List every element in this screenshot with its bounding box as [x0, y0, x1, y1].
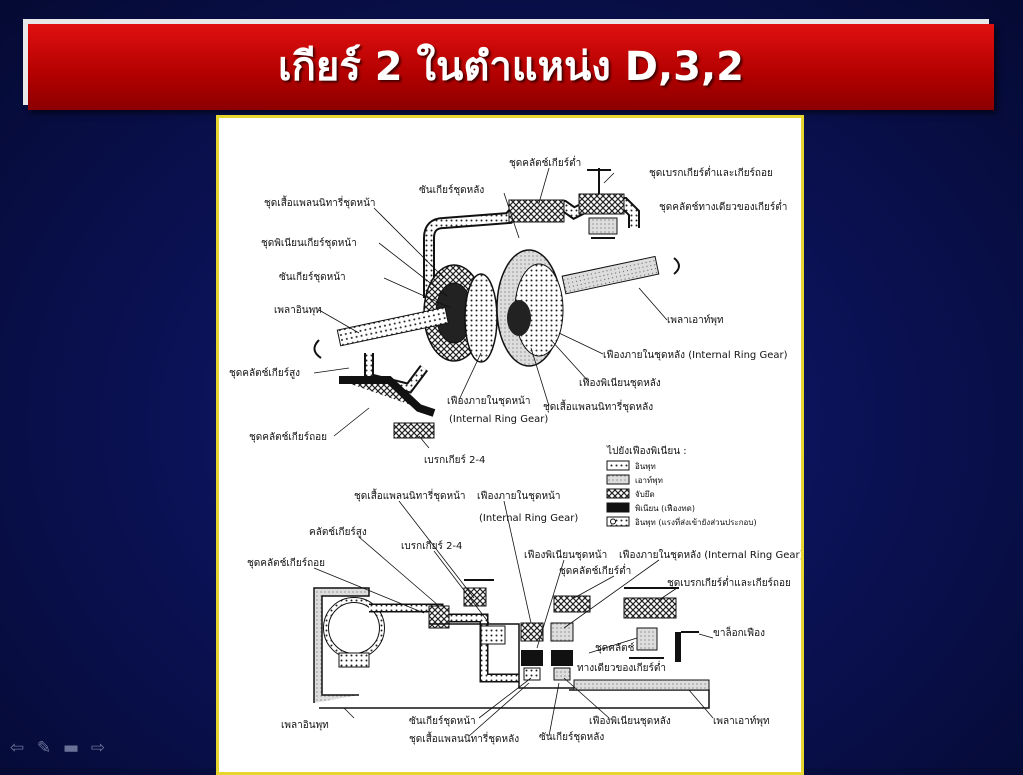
- legend: [606, 445, 757, 527]
- legend-swatch-held: [607, 489, 629, 498]
- label-bot-rear-pinion: เฟืองพิเนียนชุดหลัง: [589, 716, 671, 727]
- label-top-output-shaft: เพลาเอาท์พุท: [667, 315, 724, 326]
- label-top-high-clutch: ชุดคลัตช์เกียร์สูง: [229, 368, 301, 379]
- label-top-front-sun-gear: ซันเกียร์ชุดหน้า: [279, 272, 346, 283]
- label-top-low-reverse-brake: ชุดเบรกเกียร์ต่ำและเกียร์ถอย: [649, 168, 773, 179]
- slide-nav: [8, 738, 107, 758]
- label-top-rear-sun-gear: ซันเกียร์ชุดหลัง: [419, 185, 485, 196]
- legend-item-held: จับยึด: [635, 490, 655, 499]
- legend-item-input-force: อินพุท (แรงที่ส่งเข้ายังส่วนประกอบ): [635, 518, 757, 527]
- label-bot-rear-sun-gear: ซันเกียร์ชุดหลัง: [539, 732, 605, 743]
- slide-title: เกียร์ 2 ในตำแหน่ง D,3,2: [277, 44, 744, 90]
- label-top-low-clutch: ชุดคลัตช์เกียร์ต่ำ: [509, 158, 582, 169]
- label-bot-parking-pawl: ขาล็อกเฟือง: [713, 628, 766, 639]
- label-bot-reverse-clutch: ชุดคลัตช์เกียร์ถอย: [247, 558, 326, 569]
- legend-swatch-pinion: [607, 503, 629, 512]
- legend-item-input: อินพุท: [635, 462, 656, 471]
- label-top-low-oneway-clutch: ชุดคลัตช์ทางเดียวของเกียร์ต่ำ: [659, 202, 788, 213]
- label-top-front-planet-carrier: ชุดเสื้อแพลนนิทารี่ชุดหน้า: [264, 198, 376, 209]
- label-top-reverse-clutch: ชุดคลัตช์เกียร์ถอย: [249, 432, 328, 443]
- prev-slide-button[interactable]: ⇦: [9, 738, 25, 758]
- menu-button[interactable]: ▬: [62, 738, 80, 758]
- label-bot-brake-24: เบรกเกียร์ 2-4: [401, 541, 463, 552]
- label-bot-front-planet-carrier: ชุดเสื้อแพลนนิทารี่ชุดหน้า: [354, 491, 466, 502]
- label-top-front-internal-gear: เฟืองภายในชุดหน้า: [447, 396, 531, 407]
- label-bot-input-shaft: เพลาอินพุท: [281, 720, 329, 731]
- legend-heading: ไปยังเฟืองพิเนียน :: [607, 446, 687, 457]
- label-top-front-internal-gear-en: (Internal Ring Gear): [449, 414, 549, 425]
- label-bot-low-reverse-brake: ชุดเบรกเกียร์ต่ำและเกียร์ถอย: [667, 578, 791, 589]
- label-top-brake-24: เบรกเกียร์ 2-4: [424, 455, 486, 466]
- bottom-schematic: [314, 580, 709, 708]
- label-top-rear-planet-carrier: ชุดเสื้อแพลนนิทารี่ชุดหลัง: [543, 402, 654, 413]
- label-bot-front-pinion: เฟืองพิเนียนชุดหน้า: [524, 550, 608, 561]
- legend-item-output: เอาท์พุท: [635, 476, 663, 485]
- label-bot-output-shaft: เพลาเอาท์พุท: [713, 716, 770, 727]
- legend-item-pinion: พิเนียน (เฟืองทด): [635, 504, 695, 513]
- label-bot-rear-planet-carrier: ชุดเสื้อแพลนนิทารี่ชุดหลัง: [409, 734, 520, 745]
- label-top-rear-pinion: เฟืองพิเนียนชุดหลัง: [579, 378, 661, 389]
- label-bot-front-internal-gear-en: (Internal Ring Gear): [479, 513, 579, 524]
- title-banner: [28, 24, 994, 110]
- label-bot-oneway-clutch-1: ชุดคลัตช์: [595, 643, 635, 654]
- label-bot-rear-internal-gear: เฟืองภายในชุดหลัง (Internal Ring Gear): [619, 550, 804, 561]
- label-top-rear-internal-gear: เฟืองภายในชุดหลัง (Internal Ring Gear): [603, 350, 788, 361]
- legend-swatch-input: [607, 461, 629, 470]
- label-bot-front-sun-gear: ซันเกียร์ชุดหน้า: [409, 716, 476, 727]
- transmission-diagram-figure: [216, 115, 804, 775]
- label-bot-low-clutch: ชุดคลัตช์เกียร์ต่ำ: [559, 566, 632, 577]
- pen-tool-button[interactable]: ✎: [36, 738, 52, 758]
- label-top-input-shaft: เพลาอินพุท: [274, 305, 322, 316]
- label-bot-oneway-clutch-2: ทางเดียวของเกียร์ต่ำ: [577, 663, 667, 674]
- label-bot-front-internal-gear: เฟืองภายในชุดหน้า: [477, 491, 561, 502]
- next-slide-button[interactable]: ⇨: [90, 738, 106, 758]
- legend-swatch-output: [607, 475, 629, 484]
- label-top-front-pinion: ชุดพิเนียนเกียร์ชุดหน้า: [261, 238, 357, 249]
- label-bot-high-clutch: คลัตช์เกียร์สูง: [309, 527, 367, 538]
- diagram-svg: [219, 118, 804, 775]
- legend-swatch-circle: [611, 519, 616, 524]
